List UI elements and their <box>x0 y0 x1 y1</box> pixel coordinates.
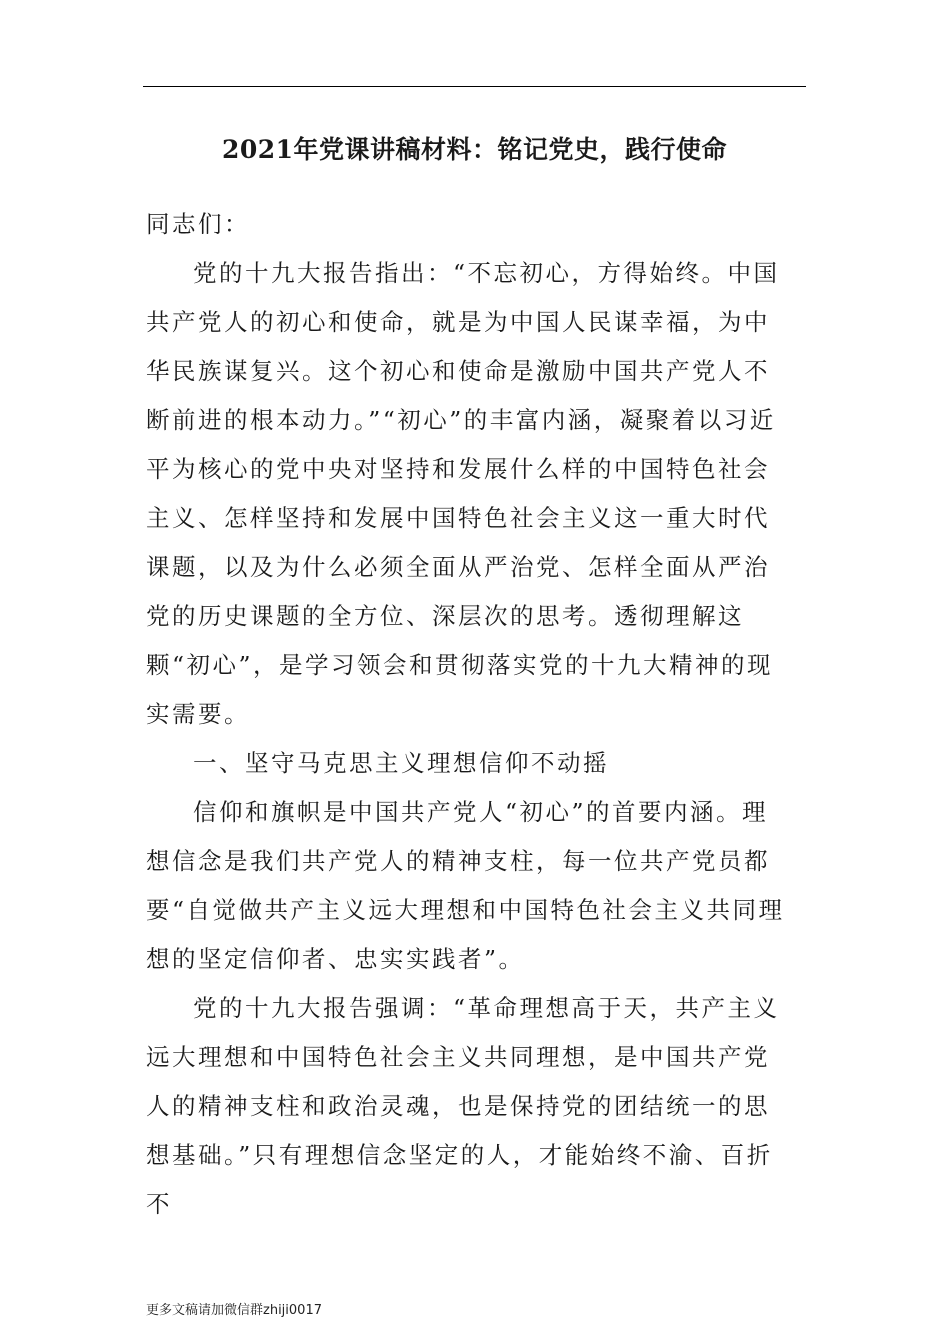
header-rule <box>143 86 806 87</box>
footer-note: 更多文稿请加微信群zhiji0017 <box>146 1303 322 1318</box>
greeting: 同志们： <box>146 210 250 238</box>
paragraph-1: 党的十九大报告指出：“不忘初心，方得始终。中国共产党人的初心和使命，就是为中国人民谋幸福，为中华民族谋复兴。这个初心和使命是激励中国共产党人不断前进的根本动力。”“初心”的丰富内涵，凝聚着以习近平为核心的党中央对坚持和发展什么样的中国特色社会主义、怎样坚持和发展中国特色社会主义这一重大时代课题，以及为什么必须全面从严治党、怎样全面从严治党的历史课题的全方位、深层次的思考。透彻理解这颗“初心”，是学习领会和贯彻落实党的十九大精神的现实需要。 <box>146 259 780 728</box>
document-title: 2021年党课讲稿材料：铭记党史，践行使命 <box>221 135 728 164</box>
section-heading-1: 一、坚守马克思主义理想信仰不动摇 <box>193 749 609 777</box>
paragraph-2: 信仰和旗帜是中国共产党人“初心”的首要内涵。理想信念是我们共产党人的精神支柱，每一位共产党员都要“自觉做共产主义远大理想和中国特色社会主义共同理想的坚定信仰者、忠实实践者”。 <box>146 798 785 973</box>
paragraph-3: 党的十九大报告强调：“革命理想高于天，共产主义远大理想和中国特色社会主义共同理想，是中国共产党人的精神支柱和政治灵魂，也是保持党的团结统一的思想基础。”只有理想信念坚定的人，才能始终不渝、百折不 <box>146 994 780 1218</box>
document-body <box>146 200 786 1229</box>
